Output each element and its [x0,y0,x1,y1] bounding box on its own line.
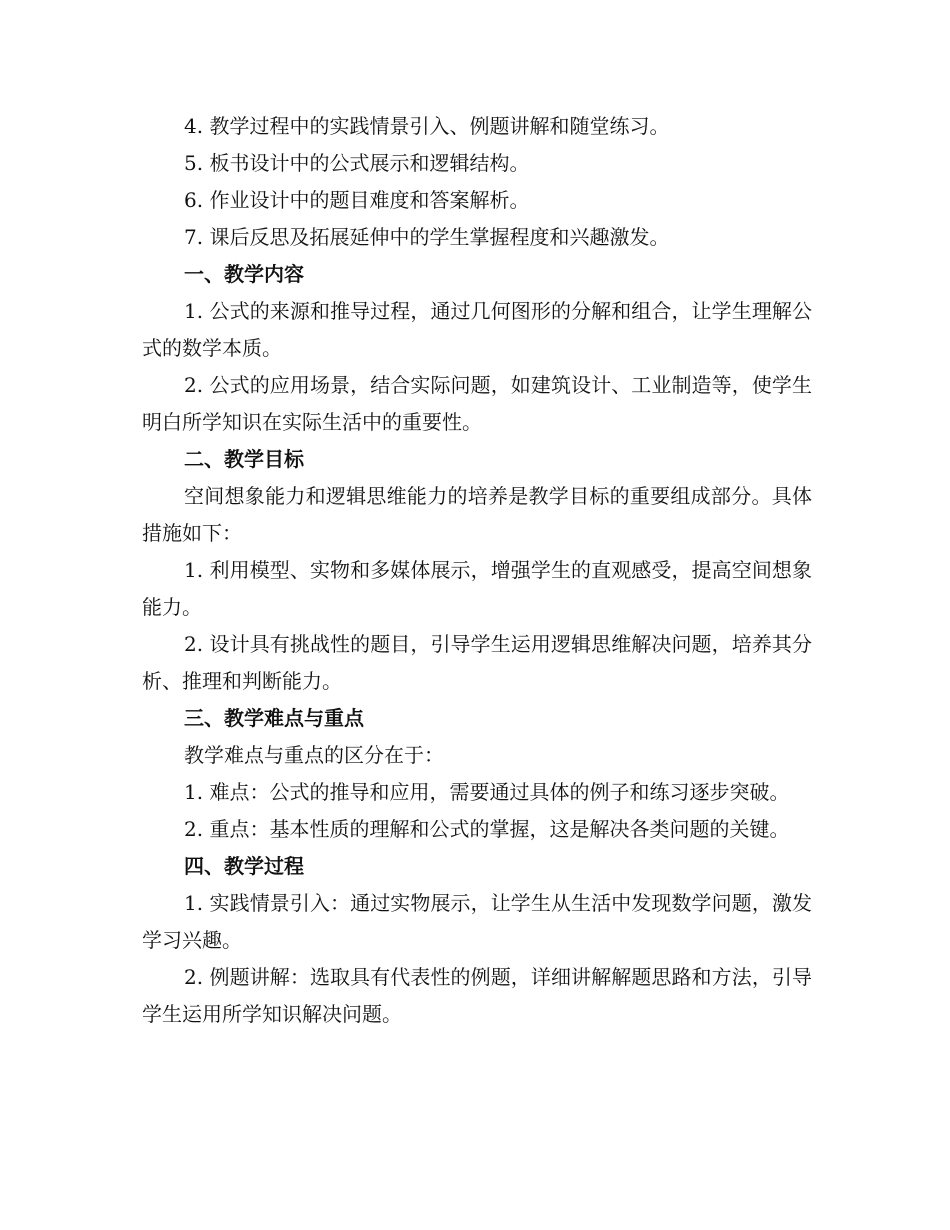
list-item: 2. 重点：基本性质的理解和公式的掌握，这是解决各类问题的关键。 [184,817,790,841]
list-item: 1. 难点：公式的推导和应用，需要通过具体的例子和练习逐步突破。 [184,780,790,804]
list-item: 2. 公式的应用场景，结合实际问题，如建筑设计、工业制造等，使学生明白所学知识在实际生活中的重要性。 [142,373,812,434]
list-item: 2. 设计具有挑战性的题目，引导学生运用逻辑思维解决问题，培养其分析、推理和判断能力。 [142,632,812,693]
paragraph: 教学难点与重点的区分在于： [184,743,444,767]
list-item: 2. 例题讲解：选取具有代表性的例题，详细讲解解题思路和方法，引导学生运用所学知识解决问题。 [142,965,812,1026]
document-page [142,108,812,1033]
list-item: 7. 课后反思及拓展延伸中的学生掌握程度和兴趣激发。 [184,225,670,249]
section-heading: 三、教学难点与重点 [184,706,364,730]
paragraph: 空间想象能力和逻辑思维能力的培养是教学目标的重要组成部分。具体措施如下： [142,484,812,545]
list-item: 1. 利用模型、实物和多媒体展示，增强学生的直观感受，提高空间想象能力。 [142,558,812,619]
list-item: 5. 板书设计中的公式展示和逻辑结构。 [184,151,530,175]
list-item: 4. 教学过程中的实践情景引入、例题讲解和随堂练习。 [184,114,670,138]
list-item: 1. 公式的来源和推导过程，通过几何图形的分解和组合，让学生理解公式的数学本质。 [142,299,812,360]
section-heading: 二、教学目标 [184,447,304,471]
list-item: 6. 作业设计中的题目难度和答案解析。 [184,188,530,212]
section-heading: 四、教学过程 [184,854,304,878]
section-heading: 一、教学内容 [184,262,304,286]
list-item: 1. 实践情景引入：通过实物展示，让学生从生活中发现数学问题，激发学习兴趣。 [142,891,812,952]
